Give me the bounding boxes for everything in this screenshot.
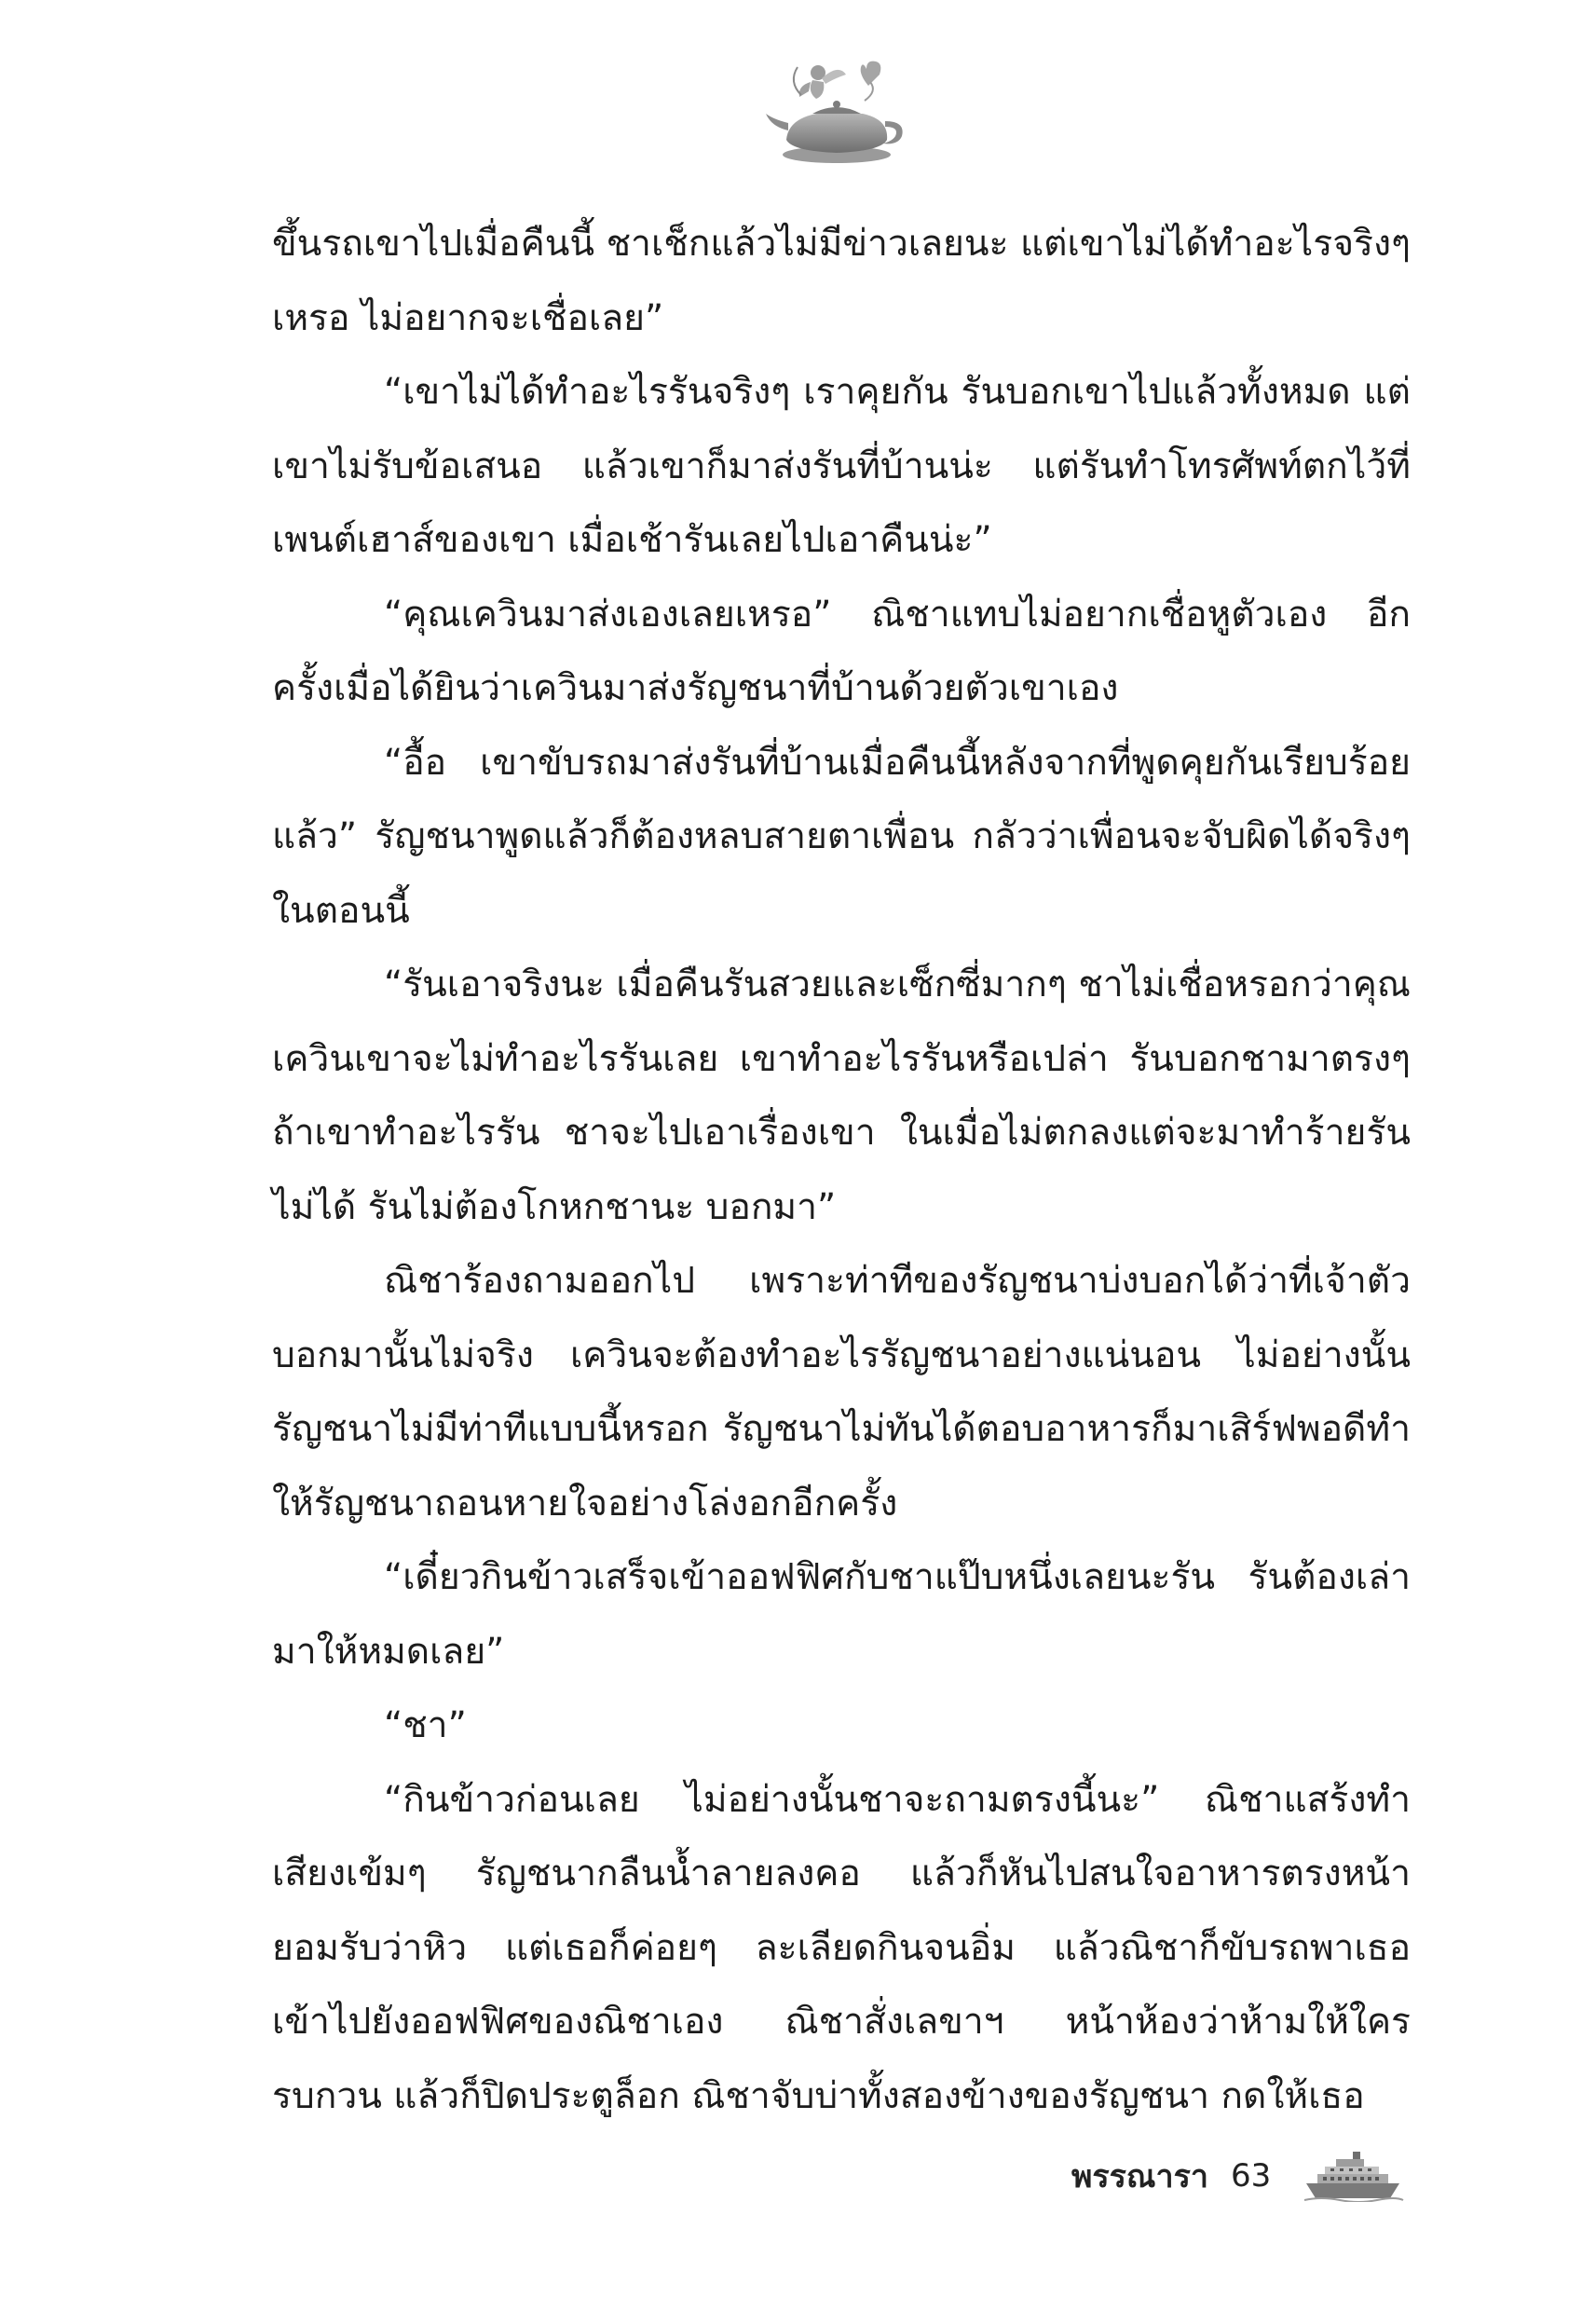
paragraph: “ชา” xyxy=(384,1704,467,1746)
teapot-cupid-logo-icon xyxy=(760,54,919,166)
page-footer xyxy=(1071,2148,1405,2204)
paragraph: “กินข้าวก่อนเลย ไม่อย่างนั้นชาจะถามตรงนี้นะ” ณิชาแสร้งทำเสียงเข้มๆ รัญชนากลืนน้ำลายลงคอ แล้วก็หันไปสนใจอาหารตรงหน้ายอมรับว่าหิว แต่เธอก็ค่อยๆ ละเลียดกินจนอิ่ม แล้วณิชาก็ขับรถพาเธอเข้าไปยังออฟฟิศของณิชาเอง ณิชาสั่งเลขาฯ หน้าห้องว่าห้ามให้ใครรบกวน แล้วก็ปิดประตูล็อก ณิชาจับบ่าทั้งสองข้างของรัญชนา กดให้เธอ xyxy=(272,1778,1411,2117)
book-title: พรรณารา xyxy=(1071,2158,1208,2195)
paragraph: ณิชาร้องถามออกไป เพราะท่าทีของรัญชนาบ่งบอกได้ว่าที่เจ้าตัวบอกมานั้นไม่จริง เควินจะต้องทำอะไรรัญชนาอย่างแน่นอน ไม่อย่างนั้นรัญชนาไม่มีท่าทีแบบนี้หรอก รัญชนาไม่ทันได้ตอบอาหารก็มาเสิร์ฟพอดีทำให้รัญชนาถอนหายใจอย่างโล่งอกอีกครั้ง xyxy=(272,1260,1411,1525)
paragraph: “อื้อ เขาขับรถมาส่งรันที่บ้านเมื่อคืนนี้หลังจากที่พูดคุยกันเรียบร้อยแล้ว” รัญชนาพูดแล้วก็ต้องหลบสายตาเพื่อน กลัวว่าเพื่อนจะจับผิดได้จริงๆ ในตอนนี้ xyxy=(272,741,1411,932)
paragraph: “คุณเควินมาส่งเองเลยเหรอ” ณิชาแทบไม่อยากเชื่อหูตัวเอง อีกครั้งเมื่อได้ยินว่าเควินมาส่งรัญชนาที่บ้านด้วยตัวเขาเอง xyxy=(272,593,1411,709)
paragraph: “เดี๋ยวกินข้าวเสร็จเข้าออฟฟิศกับชาแป๊บหนึ่งเลยนะรัน รันต้องเล่ามาให้หมดเลย” xyxy=(272,1556,1411,1673)
page-number: 63 xyxy=(1230,2157,1272,2195)
paragraph: “เขาไม่ได้ทำอะไรรันจริงๆ เราคุยกัน รันบอกเขาไปแล้วทั้งหมด แต่เขาไม่รับข้อเสนอ แล้วเขาก็มาส่งรันที่บ้านน่ะ แต่รันทำโทรศัพท์ตกไว้ที่เพนต์เฮาส์ของเขา เมื่อเช้ารันเลยไปเอาคืนน่ะ” xyxy=(272,371,1411,561)
paragraph: “รันเอาจริงนะ เมื่อคืนรันสวยและเซ็กซี่มากๆ ชาไม่เชื่อหรอกว่าคุณเควินเขาจะไม่ทำอะไรรันเลย เขาทำอะไรรันหรือเปล่า รันบอกชามาตรงๆ ถ้าเขาทำอะไรรัน ชาจะไปเอาเรื่องเขา ในเมื่อไม่ตกลงแต่จะมาทำร้ายรันไม่ได้ รันไม่ต้องโกหกชานะ บอกมา” xyxy=(272,964,1411,1228)
ship-icon xyxy=(1303,2150,1405,2202)
paragraph: ขึ้นรถเขาไปเมื่อคืนนี้ ชาเช็กแล้วไม่มีข่าวเลยนะ แต่เขาไม่ได้ทำอะไรจริงๆ เหรอ ไม่อยากจะเชื่อเลย” xyxy=(272,223,1411,339)
page-body xyxy=(272,207,1411,2133)
